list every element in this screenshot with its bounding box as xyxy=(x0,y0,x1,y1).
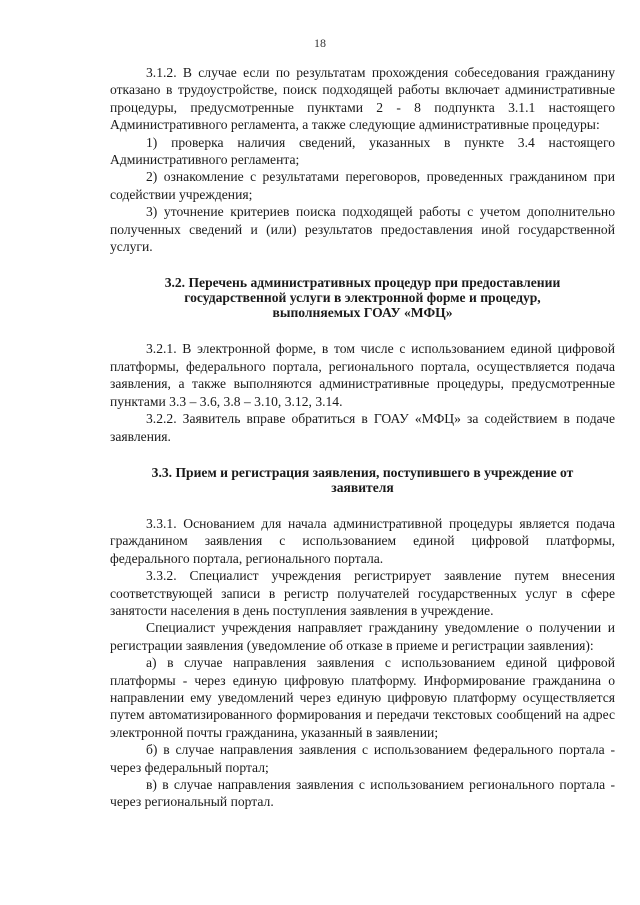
section-heading-3-3: 3.3. Прием и регистрация заявления, поступившего в учреждение от заявителя xyxy=(151,464,574,495)
list-item-1: 1) проверка наличия сведений, указанных в пункте 3.4 настоящего Административного регламента; xyxy=(110,134,615,168)
section-heading-3-2: 3.2. Перечень административных процедур при предоставлении государственной услуги в электронной форме и процедур, выполняемых ГОАУ «МФЦ» xyxy=(164,275,561,321)
list-item-v: в) в случае направления заявления с использованием регионального портала - через региональный портал. xyxy=(110,777,615,810)
paragraph-3-3-2: 3.3.2. Специалист учреждения регистрирует заявление путем внесения соответствующей записи в регистр получателей государственных услуг в сфере занятости населения в день поступления заявления в учреждение. xyxy=(110,568,615,618)
paragraph-notification: Специалист учреждения направляет гражданину уведомление о получении и регистрации заявления (уведомление об отказе в приеме и регистрации заявления): xyxy=(110,620,615,653)
list-item-a: а) в случае направления заявления с использованием единой цифровой платформы - через единую цифровую платформу. Информирование гражданина о направлении ему уведомлений через единую цифровую платформу осуществляется путем автоматизированного формирования и передачи текстовых сообщений на адрес электронной почты гражданина, указанный в заявлении; xyxy=(110,655,615,740)
list-item-b: б) в случае направления заявления с использованием федерального портала - через федеральный портал; xyxy=(110,742,615,775)
list-item-2: 2) ознакомление с результатами переговоров, проведенных гражданином при содействии учреждения; xyxy=(110,169,615,202)
paragraph-3-3-1: 3.3.1. Основанием для начала административной процедуры является подача гражданином заявления с использованием единой цифровой платформы, федерального портала, регионального портала. xyxy=(110,515,615,566)
page-number: 18 xyxy=(314,36,326,50)
list-item-3: 3) уточнение критериев поиска подходящей работы с учетом дополнительно полученных сведений и (или) результатов предоставления иной государственной услуги. xyxy=(110,204,615,255)
paragraph-3-2-2: 3.2.2. Заявитель вправе обратиться в ГОАУ «МФЦ» за содействием в подаче заявления. xyxy=(110,411,615,444)
paragraph-3-1-2: 3.1.2. В случае если по результатам прохождения собеседования гражданину отказано в трудоустройстве, поиск подходящей работы включает административные процедуры, предусмотренные пунктами 2 - 8 подпункта 3.1.1 настоящего Административного регламента, а также следующие административные процедуры: xyxy=(110,65,615,133)
paragraph-3-2-1: 3.2.1. В электронной форме, в том числе с использованием единой цифровой платформы, федерального портала, регионального портала, осуществляется подача заявления, а также выполняются административные процедуры, предусмотренные пунктами 3.3 – 3.6, 3.8 – 3.10, 3.12, 3.14. xyxy=(110,341,615,409)
page-content xyxy=(110,64,615,811)
